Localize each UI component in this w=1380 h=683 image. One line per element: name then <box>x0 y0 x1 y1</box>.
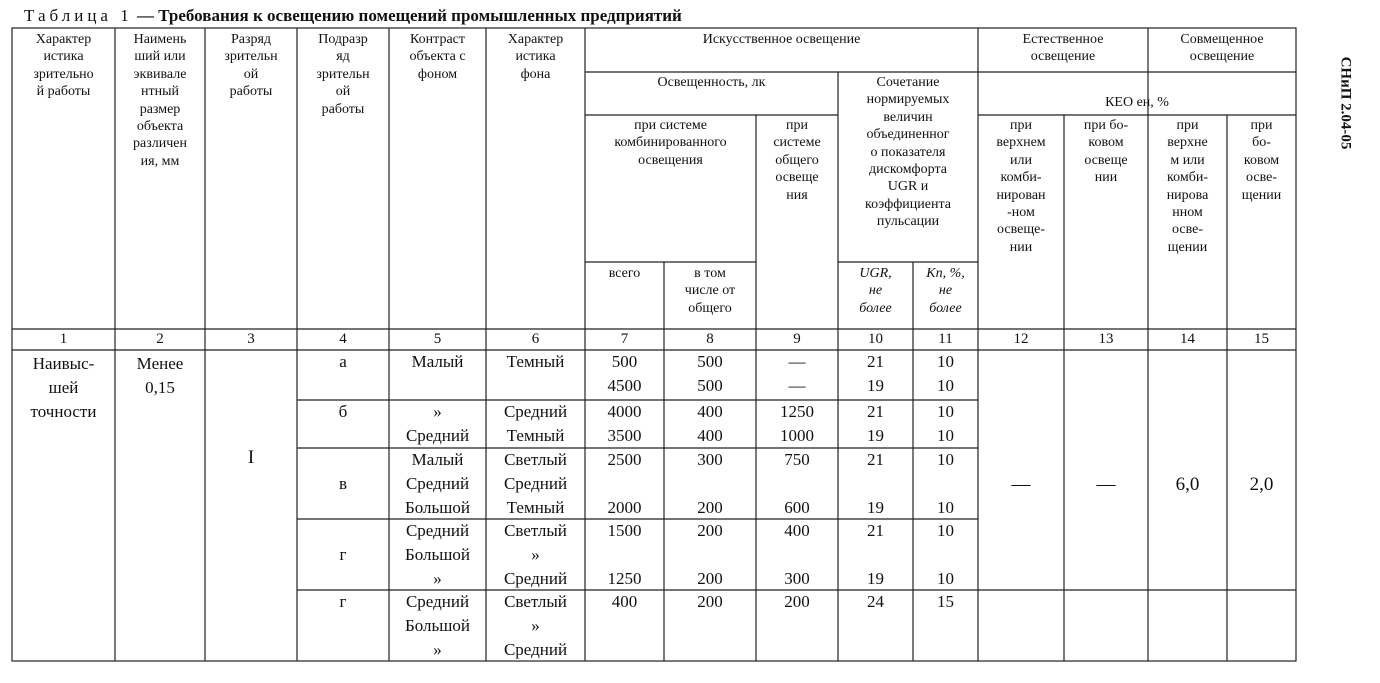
header-combined-system: при системе комбинированного освещения <box>614 118 727 168</box>
illuminance-total-cell: 1500 1250 <box>607 521 642 588</box>
header-artificial-lighting: Искусственное освещение <box>702 32 861 47</box>
header-combined-side: при бо- ковом осве- щении <box>1241 118 1282 203</box>
header-illuminance: Освещенность, лк <box>657 75 766 90</box>
illuminance-total-cell: 4000 3500 <box>607 402 642 445</box>
header-total: всего <box>608 266 641 281</box>
caption-title: — Требования к освещению помещений промышленных предприятий <box>136 6 682 25</box>
kp-cell: 10 10 <box>937 521 954 588</box>
column-number: 12 <box>1013 331 1029 347</box>
header-combined-top: при верхне м или комби- нирова нном осве- щении <box>1166 118 1209 255</box>
header-natural-top: при верхнем или комби- нирован -ном освеще- нии <box>996 118 1046 255</box>
column-number: 4 <box>339 331 347 347</box>
header-natural-side: при бо- ковом освеще нии <box>1083 118 1129 186</box>
background-cell: Светлый Средний Темный <box>503 450 568 517</box>
illuminance-total-cell: 2500 2000 <box>607 450 642 517</box>
column-number: 2 <box>156 331 164 347</box>
subcategory-cell: г <box>339 545 347 564</box>
subcategory-cell: б <box>338 402 348 421</box>
header-background: Характер истика фона <box>507 32 564 82</box>
column-number: 3 <box>247 331 255 347</box>
subcategory-cell: г <box>339 592 347 611</box>
header-general-system: при системе общего освеще ния <box>773 118 821 203</box>
ugr-cell: 24 <box>867 592 884 611</box>
body-work-character: Наивыс- шей точности <box>30 354 97 421</box>
header-natural-lighting: Естественное освещение <box>1022 32 1104 65</box>
general-system-cell: 1250 1000 <box>780 402 814 445</box>
body-combined-side: 2,0 <box>1249 474 1274 495</box>
subcategory-cell: а <box>339 352 347 371</box>
column-number: 13 <box>1098 331 1114 347</box>
illuminance-general-part-cell: 200 <box>697 592 723 611</box>
header-work-character: Характер истика зрительно й работы <box>33 32 94 100</box>
ugr-cell: 21 19 <box>867 450 884 517</box>
column-number: 9 <box>793 331 801 347</box>
header-contrast: Контраст объекта с фоном <box>409 32 466 82</box>
illuminance-general-part-cell: 400 400 <box>697 402 723 445</box>
kp-cell: 10 10 <box>937 402 954 445</box>
general-system-cell: — — <box>788 352 806 395</box>
illuminance-total-cell: 400 <box>611 592 638 611</box>
body-combined-top: 6,0 <box>1175 474 1200 495</box>
column-number: 10 <box>868 331 883 347</box>
body-natural-side: — <box>1096 474 1116 495</box>
column-number: 15 <box>1254 331 1269 347</box>
column-number: 14 <box>1180 331 1195 347</box>
header-object-size: Наимень ший или эквивале нтный размер объекта различен ия, мм <box>133 32 187 169</box>
column-number: 5 <box>433 331 442 347</box>
contrast-cell: Средний Большой » <box>405 521 470 588</box>
header-combined-lighting: Совмещенное освещение <box>1180 32 1264 65</box>
subcategory-cell: в <box>338 474 348 493</box>
body-object-size: Менее 0,15 <box>136 354 184 397</box>
contrast-cell: Малый Средний Большой <box>405 450 470 517</box>
kp-cell: 10 10 <box>937 450 954 517</box>
header-work-subcategory: Подразр яд зрительн ой работы <box>316 32 370 117</box>
background-cell: Светлый » Средний <box>503 521 568 588</box>
document-code: СНиП 2.04-05 <box>1337 56 1354 150</box>
general-system-cell: 400 300 <box>784 521 810 588</box>
background-cell: Светлый » Средний <box>503 592 568 659</box>
header-keo: КЕО eн, % <box>1105 95 1169 110</box>
column-number: 8 <box>706 331 714 347</box>
illuminance-general-part-cell: 500 500 <box>697 352 723 395</box>
header-work-category: Разряд зрительн ой работы <box>224 32 278 100</box>
ugr-cell: 21 19 <box>867 402 884 445</box>
kp-cell: 15 <box>937 592 954 611</box>
column-number: 1 <box>59 331 68 347</box>
column-number: 7 <box>620 331 629 347</box>
ugr-cell: 21 19 <box>867 521 884 588</box>
header-kp-max: Кп, %, не более <box>926 266 965 316</box>
caption-label: Таблица 1 <box>24 6 133 25</box>
header-ugr-combination: Сочетание нормируемых величин объединенног о показателя дискомфорта UGR и коэффициента пульсации <box>865 75 951 230</box>
column-number: 11 <box>938 331 953 347</box>
contrast-cell: » Средний <box>405 402 470 445</box>
illuminance-general-part-cell: 300 200 <box>697 450 723 517</box>
body-work-category: I <box>247 447 255 468</box>
column-number: 6 <box>531 331 540 347</box>
header-of-general: в том числе от общего <box>684 266 736 316</box>
illuminance-total-cell: 500 4500 <box>607 352 642 395</box>
general-system-cell: 200 <box>784 592 810 611</box>
kp-cell: 10 10 <box>937 352 954 395</box>
background-cell: Темный <box>506 352 565 371</box>
ugr-cell: 21 19 <box>867 352 884 395</box>
header-ugr-max: UGR, не более <box>859 266 892 316</box>
contrast-cell: Средний Большой » <box>405 592 470 659</box>
contrast-cell: Малый <box>411 352 464 371</box>
illuminance-general-part-cell: 200 200 <box>697 521 723 588</box>
background-cell: Средний Темный <box>503 402 568 445</box>
general-system-cell: 750 600 <box>784 450 810 517</box>
body-natural-top: — <box>1011 474 1031 495</box>
